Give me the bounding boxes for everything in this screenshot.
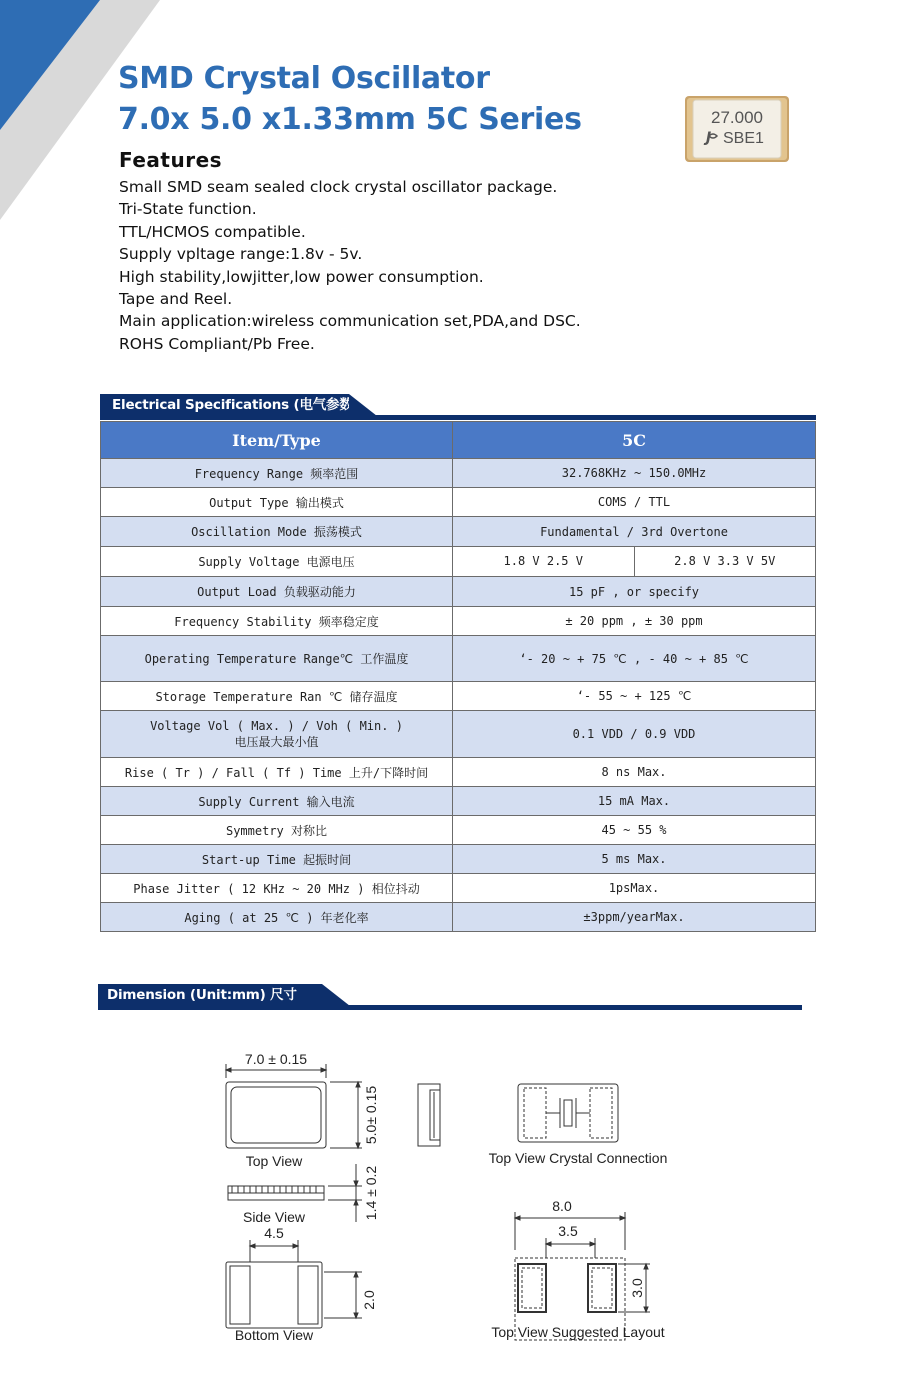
- table-row: [101, 547, 816, 577]
- dimension-section-title: Dimension (Unit:mm) 尺寸: [98, 984, 322, 1006]
- row-value: 15 pF , or specify: [453, 577, 816, 607]
- suggested-layout-drawing: [515, 1212, 650, 1340]
- supply-voltage-high: 2.8 V 3.3 V 5V: [674, 554, 776, 568]
- dim-bottom-gap: 4.5: [264, 1225, 284, 1241]
- table-row: [101, 758, 816, 787]
- chip-image: [685, 96, 789, 162]
- supply-voltage-low: 1.8 V 2.5 V: [453, 547, 635, 576]
- row-item: Phase Jitter ( 12 KHz ~ 20 MHz ) 相位抖动: [101, 874, 453, 903]
- label-top-view: Top View: [245, 1153, 303, 1169]
- header-5c: 5C: [453, 422, 816, 459]
- row-value: 5 ms Max.: [453, 845, 816, 874]
- row-item: Rise ( Tr ) / Fall ( Tf ) Time 上升/下降时间: [101, 758, 453, 787]
- row-item: Supply Voltage 电源电压: [101, 547, 453, 577]
- page-title-line1: SMD Crystal Oscillator: [118, 61, 490, 96]
- table-row: [101, 517, 816, 547]
- row-value: 45 ~ 55 %: [453, 816, 816, 845]
- top-view-drawing: [226, 1064, 362, 1148]
- feature-item: Small SMD seam sealed clock crystal oscillator package.: [119, 178, 558, 196]
- table-header-row: [101, 422, 816, 459]
- table-row: [101, 816, 816, 845]
- row-item: [101, 711, 453, 758]
- feature-item: TTL/HCMOS compatible.: [119, 222, 306, 241]
- page-title: [118, 58, 582, 140]
- table-row: [101, 903, 816, 932]
- row-value: ‘- 20 ~ + 75 ℃ , - 40 ~ + 85 ℃: [453, 636, 816, 682]
- dim-bottom-pad: 2.0: [361, 1290, 377, 1310]
- row-item: Symmetry 对称比: [101, 816, 453, 845]
- dimension-drawing: [200, 1040, 700, 1360]
- row-item: Output Load 负载驱动能力: [101, 577, 453, 607]
- electrical-section-title: Electrical Specifications (电气参数): [100, 394, 349, 416]
- row-item: Frequency Stability 频率稳定度: [101, 607, 453, 636]
- row-value: 15 mA Max.: [453, 787, 816, 816]
- slim-view-drawing: [418, 1084, 440, 1146]
- label-bottom-view: Bottom View: [234, 1327, 314, 1343]
- table-row: [101, 845, 816, 874]
- row-item: Output Type 输出模式: [101, 488, 453, 517]
- row-item: Operating Temperature Range℃ 工作温度: [101, 636, 453, 682]
- table-row: [101, 636, 816, 682]
- row-item: Aging ( at 25 ℃ ) 年老化率: [101, 903, 453, 932]
- electrical-section-header: [100, 394, 816, 420]
- chip-line2: SBE1: [723, 130, 764, 147]
- electrical-spec-table: [100, 421, 816, 932]
- row-value: Fundamental / 3rd Overtone: [453, 517, 816, 547]
- row-value: ±3ppm/yearMax.: [453, 903, 816, 932]
- feature-item: ROHS Compliant/Pb Free.: [119, 334, 315, 353]
- row-item-line1: Voltage Vol ( Max. ) / Voh ( Min. ): [150, 718, 403, 733]
- features-list: [119, 176, 581, 355]
- row-value: ‘- 55 ~ + 125 ℃: [453, 682, 816, 711]
- row-value: COMS / TTL: [453, 488, 816, 517]
- feature-item: Supply vpltage range:1.8v - 5v.: [119, 245, 363, 264]
- row-value-split: [453, 547, 816, 577]
- row-value: ± 20 ppm , ± 30 ppm: [453, 607, 816, 636]
- table-row: [101, 459, 816, 488]
- table-row: [101, 488, 816, 517]
- row-item-line2: 电压最大最小值: [234, 734, 319, 749]
- table-row: [101, 682, 816, 711]
- row-value: 8 ns Max.: [453, 758, 816, 787]
- row-item: Supply Current 输入电流: [101, 787, 453, 816]
- table-row: [101, 577, 816, 607]
- chip-line1: 27.000: [711, 108, 763, 127]
- dim-side-height: 1.4 ± 0.2: [363, 1165, 379, 1221]
- bottom-view-drawing: [226, 1240, 362, 1328]
- feature-item: Main application:wireless communication set,PDA,and DSC.: [119, 312, 581, 331]
- table-row: [101, 787, 816, 816]
- dim-layout-width: 8.0: [552, 1198, 572, 1214]
- dim-top-width: 7.0 ± 0.15: [244, 1051, 308, 1067]
- page-title-line2: 7.0x 5.0 x1.33mm 5C Series: [118, 102, 582, 137]
- dim-layout-gap: 3.5: [558, 1223, 578, 1239]
- row-value: 0.1 VDD / 0.9 VDD: [453, 711, 816, 758]
- section-divider: [100, 415, 816, 420]
- svg-text:J: J: [706, 130, 712, 146]
- row-value: 1psMax.: [453, 874, 816, 903]
- table-row: [101, 711, 816, 758]
- features-heading: Features: [119, 148, 223, 172]
- dim-top-height: 5.0± 0.15: [363, 1085, 379, 1145]
- crystal-connection-drawing: [518, 1084, 618, 1142]
- label-side-view: Side View: [242, 1209, 306, 1225]
- label-crystal-connection: Top View Crystal Connection: [488, 1150, 668, 1166]
- header-item-type: Item/Type: [101, 422, 453, 459]
- section-divider: [98, 1005, 802, 1010]
- row-item: Start-up Time 起振时间: [101, 845, 453, 874]
- dim-layout-pad: 3.0: [629, 1278, 645, 1298]
- row-item: Oscillation Mode 振荡模式: [101, 517, 453, 547]
- row-value: 32.768KHz ~ 150.0MHz: [453, 459, 816, 488]
- feature-item: High stability,lowjitter,low power consumption.: [119, 267, 484, 286]
- feature-item: Tri-State function.: [119, 200, 257, 219]
- table-row: [101, 607, 816, 636]
- row-item: Frequency Range 频率范围: [101, 459, 453, 488]
- table-row: [101, 874, 816, 903]
- row-item: Storage Temperature Ran ℃ 储存温度: [101, 682, 453, 711]
- label-suggested-layout: Top View Suggested Layout: [491, 1324, 665, 1340]
- dimension-section-header: [98, 984, 802, 1010]
- feature-item: Tape and Reel.: [119, 290, 233, 309]
